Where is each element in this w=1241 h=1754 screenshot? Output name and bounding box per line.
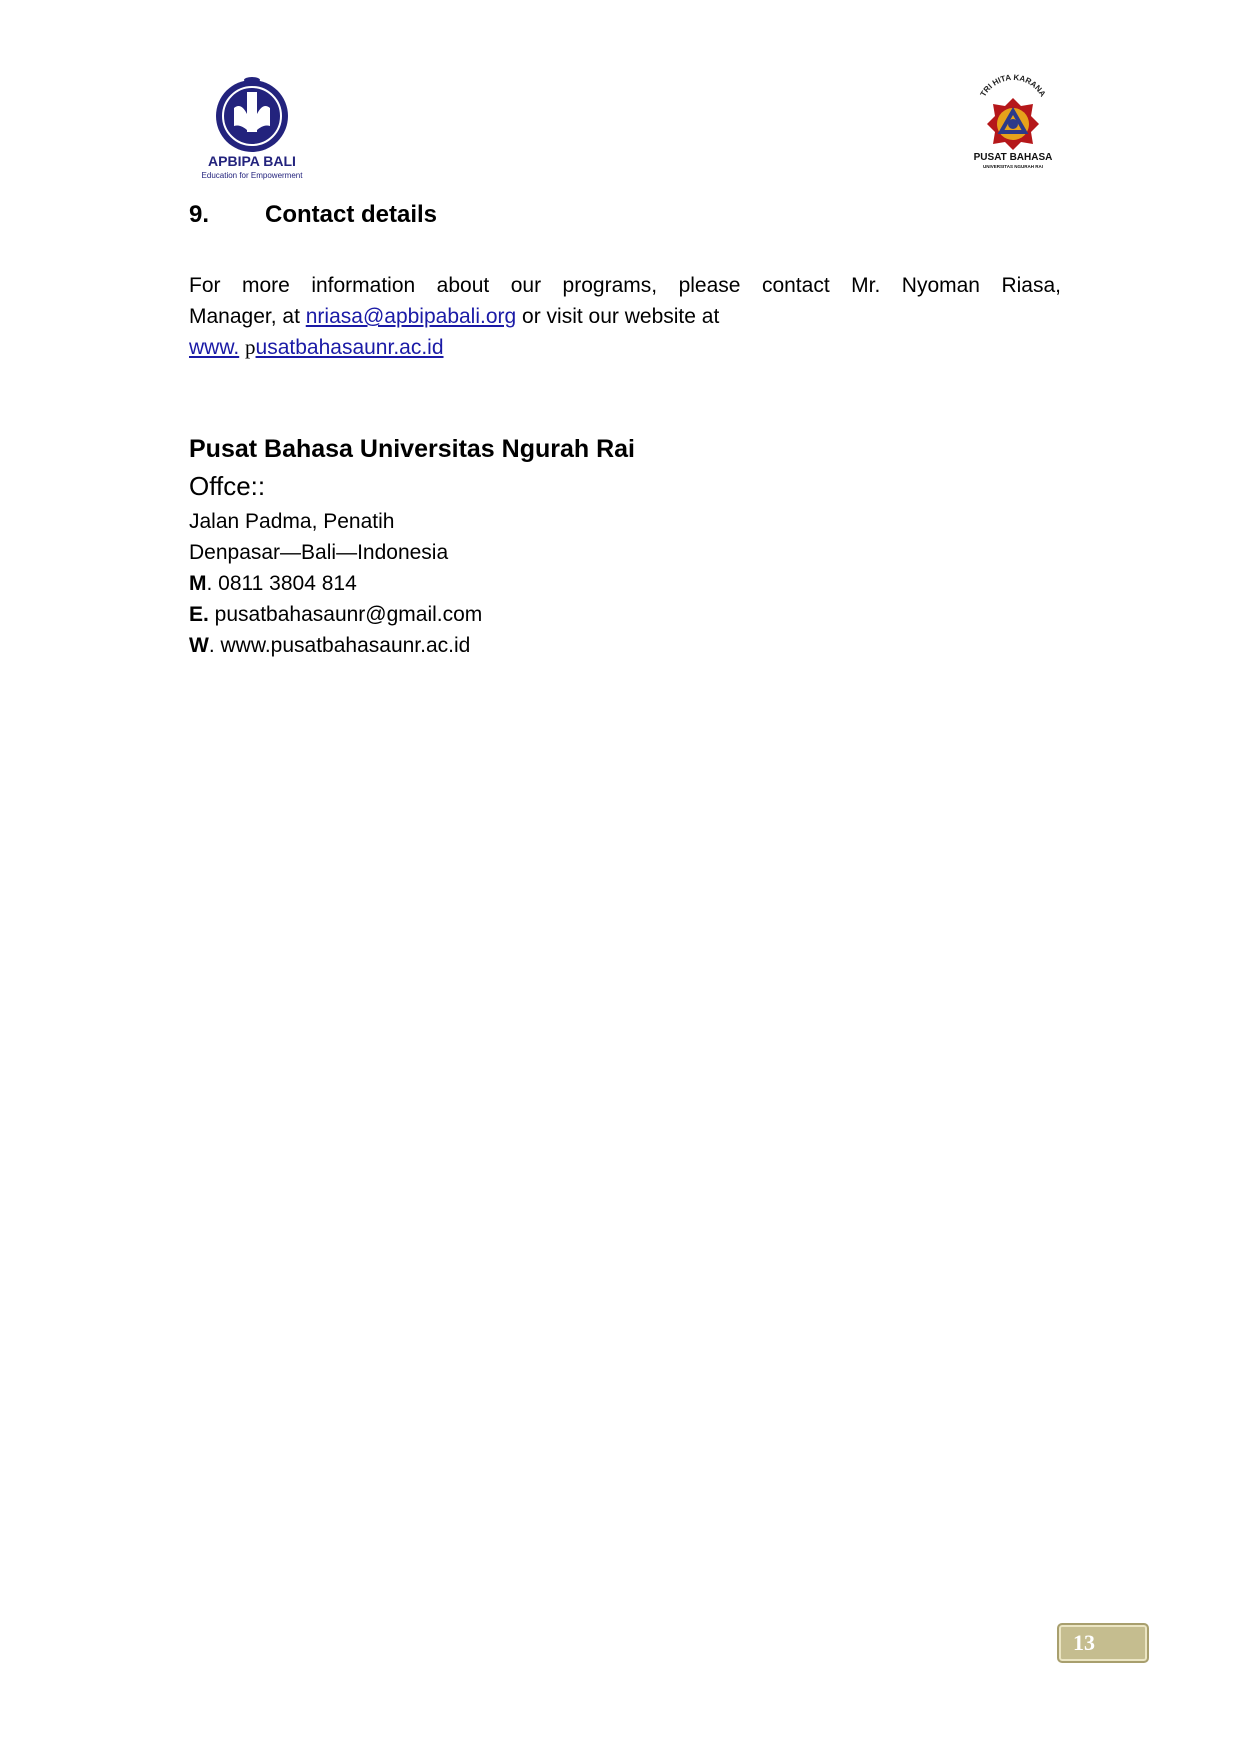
mobile-line xyxy=(189,568,482,599)
organization-name: Pusat Bahasa Universitas Ngurah Rai xyxy=(189,435,635,463)
right-logo-subtext: UNIVERSITAS NGURAH RAI xyxy=(983,164,1043,169)
apbipa-bali-logo xyxy=(196,74,316,182)
address-line-2: Denpasar—Bali—Indonesia xyxy=(189,541,449,564)
section-number: 9. xyxy=(189,201,210,228)
section-heading xyxy=(189,201,437,229)
office-label: Offce:: xyxy=(189,471,266,501)
page-number: 13 xyxy=(1073,1630,1095,1655)
web-label: W xyxy=(189,634,209,657)
address-line-1: Jalan Padma, Penatih xyxy=(189,510,395,533)
paragraph-line-2 xyxy=(189,301,1061,332)
web-value: . www.pusatbahasaunr.ac.id xyxy=(208,634,471,657)
web-line xyxy=(189,630,482,661)
mobile-label: M xyxy=(189,572,207,595)
contact-paragraph xyxy=(189,270,1061,363)
website-link-line xyxy=(189,332,1061,363)
left-logo-text: APBIPA BALI xyxy=(208,153,296,169)
email-value: pusatbahasaunr@gmail.com xyxy=(208,603,483,626)
paragraph-line-2-suffix: or visit our website at xyxy=(516,305,720,328)
section-title: Contact details xyxy=(265,201,438,228)
paragraph-line-2-prefix: Manager, at xyxy=(189,305,306,328)
address-block xyxy=(189,506,482,661)
right-logo-arc-text: TRI HITA KARANA xyxy=(978,74,1048,99)
left-logo-tagline: Education for Empowerment xyxy=(201,171,303,180)
mobile-value: . 0811 3804 814 xyxy=(206,572,357,595)
page-number-badge xyxy=(1057,1623,1149,1663)
manager-email-link[interactable]: nriasa@apbipabali.org xyxy=(305,305,517,328)
email-line xyxy=(189,599,482,630)
right-logo-text: PUSAT BAHASA xyxy=(973,152,1053,163)
pusat-bahasa-logo xyxy=(967,74,1059,170)
website-link-p: p xyxy=(245,335,256,359)
email-label: E. xyxy=(189,603,209,626)
website-link-www[interactable]: www. xyxy=(189,336,240,359)
website-link-domain[interactable]: usatbahasaunr.ac.id xyxy=(255,336,444,359)
svg-text:TRI HITA KARANA xyxy=(979,74,1048,98)
paragraph-line-1: For more information about our programs, please contact Mr. Nyoman Riasa, xyxy=(189,274,1061,297)
